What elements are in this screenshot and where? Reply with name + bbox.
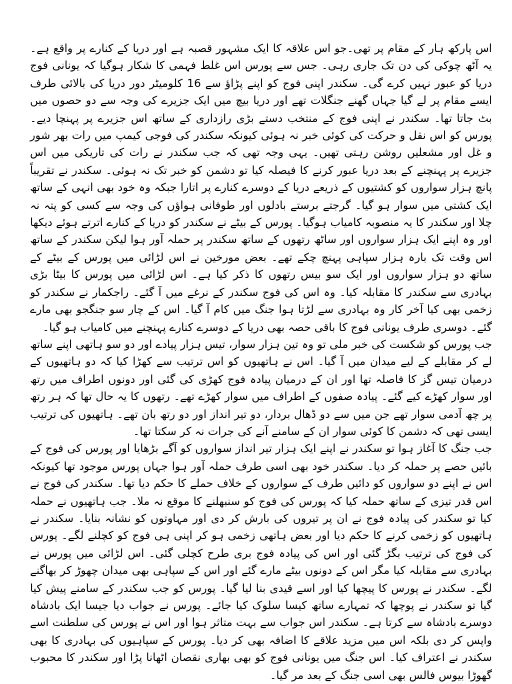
document-page	[30, 40, 493, 682]
paragraph-2: جب پورس کو شکست کی خبر ملی تو وہ تین ہزار سوار، تیس ہزار پیادے اور دو سو ہاتھی اپنے ساتھ لے کر مقابلے کے لیے میدان میں آ گیا۔ اس نے ہاتھیوں کو اس ترتیب سے کھڑا کیا کہ دو ہاتھیوں کے درمیان تیس گز کا فاصلہ تھا اور ان کے درمیان پیادہ فوج کھڑی کی گئی اور دونوں اطراف میں رتھ اور سوار کھڑے کیے گئے۔ پیادہ صفوں کے اطراف میں سوار کھڑے تھے۔ رتھوں کا یہ حال تھا کہ ہر رتھ پر چھ آدمی سوار تھے جن میں سے دو ڈھال بردار، دو تیر انداز اور دو رتھ بان تھے۔ ہاتھیوں کی ترتیب ایسی تھی کہ دشمن کا کوئی سوار ان کے سامنے آنے کی جرات نہ کر سکتا تھا۔	[30, 337, 492, 438]
paragraph-1: اس پارکھ ہار کے مقام پر تھی۔جو اس علاقہ کا ایک مشہور قصبہ ہے اور دریا کے کنارے پر واقع ہے۔ یہ آٹھ چوکی کی دن تک جاری رہی۔ جس سے پورس اس غلط فہمی کا شکار ہوگیا کہ یونانی فوج دریا کو عبور نہیں کرے گی۔ سکندر اپنی فوج کو اپنے پڑاؤ سے 16 کلومیٹر دور دریا کی بالائی طرف ایسے مقام پر لے گیا جہاں گھنے جنگلات تھے اور دریا بیچ میں ایک جزیرے کی وجہ سے دو حصوں میں بٹ جاتا تھا۔ سکندر نے اپنی فوج کے منتخب دستے بڑی رازداری کے ساتھ اس جزیرے پر پہنچا دیے۔ پورس کو اس نقل و حرکت کی کوئی خبر نہ ہوئی کیونکہ سکندر کی فوجی کیمپ میں رات بھر شور و غل اور مشعلیں روشن رہتی تھیں۔ یہی وجہ تھی کہ جب سکندر نے رات کی تاریکی میں اس جزیرے پر پہنچنے کے بعد دریا عبور کرنے کا فیصلہ کیا تو دشمن کو خبر تک نہ ہوئی۔ سکندر نے تقریباً پانچ ہزار سواروں کو کشتیوں کے ذریعے دریا کے دوسرے کنارے پر اتارا جبکہ وہ خود بھی انہی کے ساتھ ایک کشتی میں سوار ہو گیا۔ گرجتے برستے بادلوں اور طوفانی ہواؤں کی وجہ سے کسی کو پتہ نہ چلا اور سکندر کا یہ منصوبہ کامیاب ہوگیا۔ پورس کے بیٹے نے سکندر کو دریا کے کنارے اترتے ہوئے دیکھا اور وہ اپنے ایک ہزار سواروں اور ساٹھ رتھوں کے ساتھ سکندر پر حملہ آور ہوا لیکن سکندر کے ساتھ اس وقت تک بارہ ہزار سپاہی پہنچ چکے تھے۔ بعض مورخین نے اس لڑائی میں پورس کے بیٹے کے ساتھ دو ہزار سواروں اور ایک سو بیس رتھوں کا ذکر کیا ہے۔ اس لڑائی میں پورس کا بیٹا بڑی بہادری سے سکندر کا مقابلہ کیا۔ وہ اس کی فوج سکندر کے نرغے میں آ گئے۔ راجکمار نے سکندر کو زخمی بھی کیا آخر کار وہ بہادری سے لڑتا ہوا جنگ میں کام آ گیا۔ اس کے چار سو جنگجو بھی مارے گئے۔ دوسری طرف یونانی فوج کا باقی حصہ بھی دریا کے دوسرے کنارے پہنچنے میں کامیاب ہو گیا۔	[30, 42, 493, 334]
paragraph-3: جب جنگ کا آغاز ہوا تو سکندر نے اپنے ایک ہزار تیر انداز سواروں کو آگے بڑھایا اور پورس کی فوج کے بائیں حصے پر حملہ کر دیا۔ سکندر خود بھی اسی طرف حملہ آور ہوا جہاں پورس موجود تھا کیونکہ اس نے اپنے دو سواروں کو دائیں طرف کے سواروں کے خلاف حملے کا حکم دیا تھا۔ سکندر کی فوج نے اس قدر تیزی کے ساتھ حملہ کیا کہ پورس کی فوج کو سنبھلنے کا موقع نہ ملا۔ جب ہاتھیوں نے حملہ کیا تو سکندر کی پیادہ فوج نے ان پر تیروں کی بارش کر دی اور مہاوتوں کو نشانہ بنایا۔ سکندر نے ہاتھیوں کو زخمی کرنے کا حکم دیا اور بعض ہاتھی زخمی ہو کر اپنی ہی فوج کو کچلنے لگے۔ پورس کی فوج کی ترتیب بگڑ گئی اور اس کی پیادہ فوج بری طرح کچلی گئی۔ اس لڑائی میں پورس نے بہادری سے مقابلہ کیا مگر اس کے دونوں بیٹے مارے گئے اور اس کے سپاہی بھی میدان چھوڑ کر بھاگنے لگے۔ سکندر نے پورس کا پیچھا کیا اور اسے قیدی بنا لیا گیا۔ پورس کو جب سکندر کے سامنے پیش کیا گیا تو سکندر نے پوچھا کہ تمہارے ساتھ کیسا سلوک کیا جائے۔ پورس نے جواب دیا جیسا ایک بادشاہ دوسرے بادشاہ سے کرتا ہے۔ سکندر اس جواب سے بہت متاثر ہوا اور اس نے پورس کی سلطنت اسے واپس کر دی بلکہ اس میں مزید علاقے کا اضافہ بھی کر دیا۔ پورس کے سپاہیوں کی بہادری کا بھی سکندر نے اعتراف کیا۔ اس جنگ میں یونانی فوج کو بھی بھاری نقصان اٹھانا پڑا اور سکندر کا محبوب گھوڑا بیوس فالس بھی اسی جنگ کے بعد مر گیا۔	[30, 442, 492, 682]
